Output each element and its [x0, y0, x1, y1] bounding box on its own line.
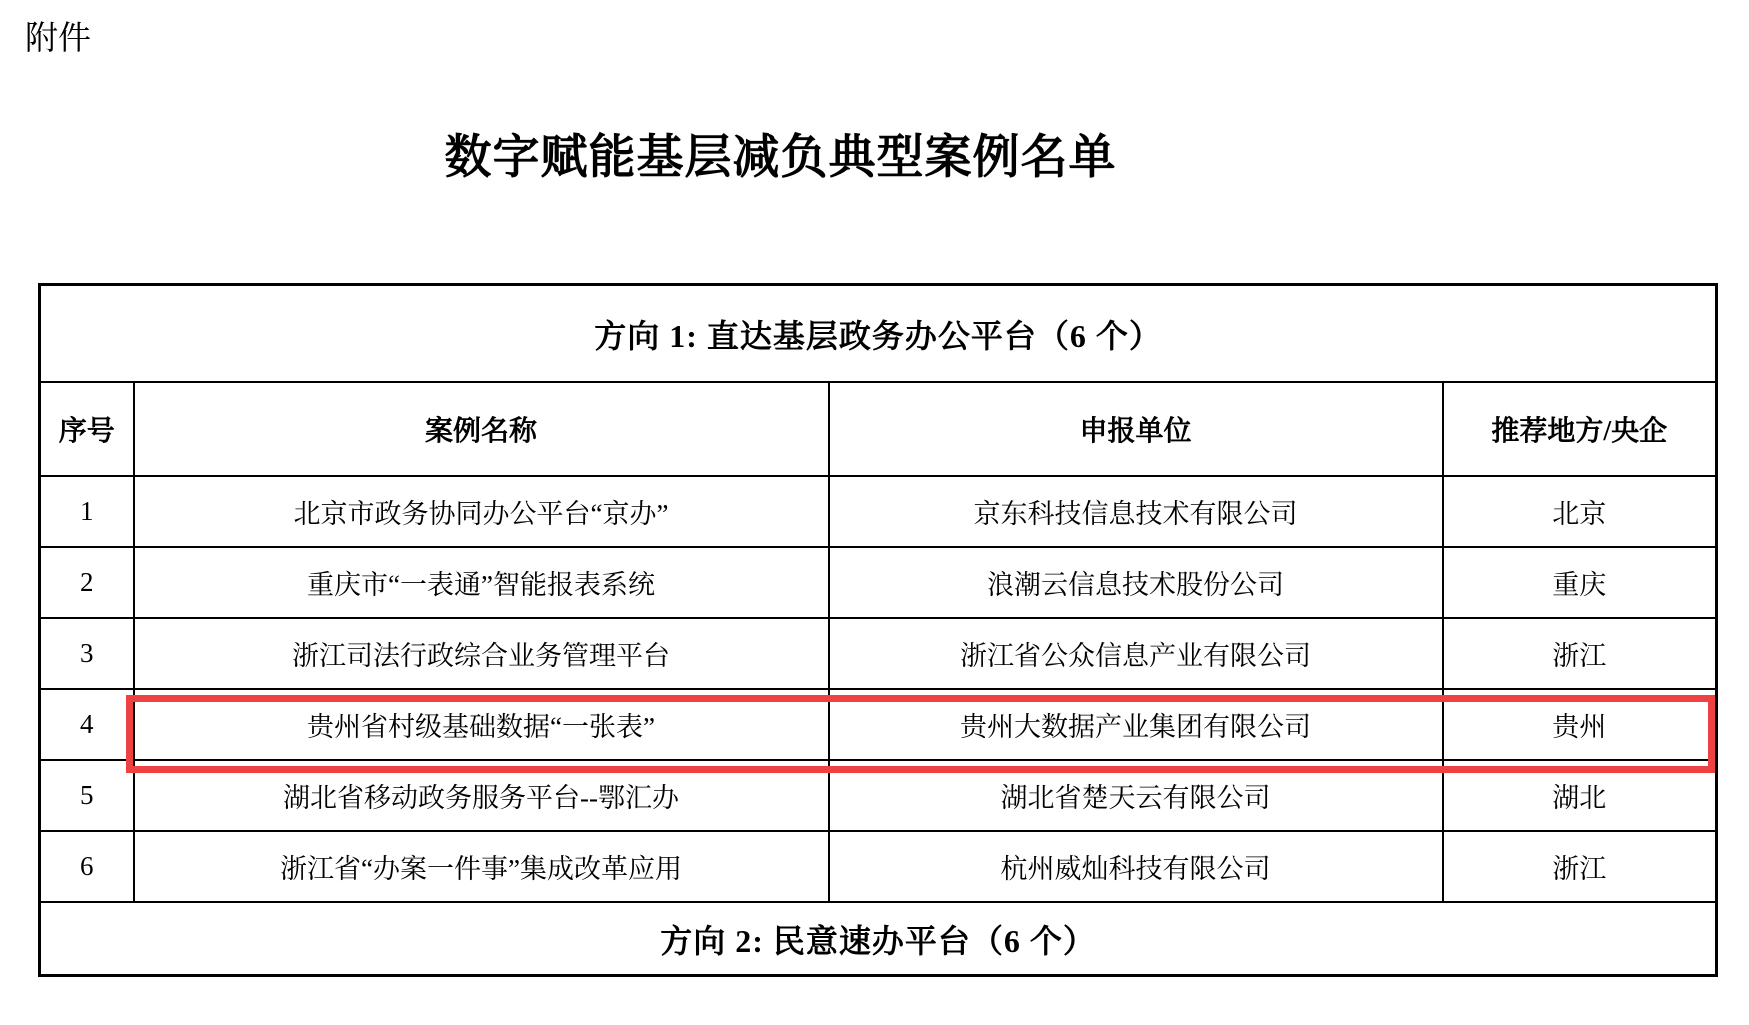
cell-unit: 浙江省公众信息产业有限公司 — [829, 618, 1443, 689]
cell-region: 浙江 — [1443, 618, 1717, 689]
cell-no: 2 — [40, 547, 134, 618]
cell-unit: 湖北省楚天云有限公司 — [829, 760, 1443, 831]
section-2-header: 方向 2: 民意速办平台（6 个） — [40, 902, 1717, 976]
cell-unit: 京东科技信息技术有限公司 — [829, 476, 1443, 547]
column-header-no: 序号 — [40, 382, 134, 476]
case-table — [38, 283, 1718, 977]
cell-no: 5 — [40, 760, 134, 831]
cell-unit: 贵州大数据产业集团有限公司 — [829, 689, 1443, 760]
cell-no: 1 — [40, 476, 134, 547]
table-row — [40, 760, 1717, 831]
section-1-header-row — [40, 285, 1717, 383]
doc-title-wrap — [0, 120, 1655, 187]
page-title: 数字赋能基层减负典型案例名单 — [444, 132, 1117, 184]
table-row — [40, 476, 1717, 547]
cell-case: 北京市政务协同办公平台“京办” — [134, 476, 829, 547]
cell-region: 贵州 — [1443, 689, 1717, 760]
cell-case: 浙江司法行政综合业务管理平台 — [134, 618, 829, 689]
table-row — [40, 547, 1717, 618]
cell-case: 贵州省村级基础数据“一张表” — [134, 689, 829, 760]
column-header-region: 推荐地方/央企 — [1443, 382, 1717, 476]
column-header-case: 案例名称 — [134, 382, 829, 476]
column-header-unit: 申报单位 — [829, 382, 1443, 476]
cell-region: 湖北 — [1443, 760, 1717, 831]
cell-case: 湖北省移动政务服务平台--鄂汇办 — [134, 760, 829, 831]
cell-unit: 杭州威灿科技有限公司 — [829, 831, 1443, 902]
table-row — [40, 618, 1717, 689]
section-1-header: 方向 1: 直达基层政务办公平台（6 个） — [40, 285, 1717, 383]
cell-unit: 浪潮云信息技术股份公司 — [829, 547, 1443, 618]
column-header-row — [40, 382, 1717, 476]
cell-region: 浙江 — [1443, 831, 1717, 902]
cell-case: 浙江省“办案一件事”集成改革应用 — [134, 831, 829, 902]
table-row-highlighted — [40, 689, 1717, 760]
cell-region: 重庆 — [1443, 547, 1717, 618]
cell-no: 4 — [40, 689, 134, 760]
cell-no: 6 — [40, 831, 134, 902]
table-row — [40, 831, 1717, 902]
cell-region: 北京 — [1443, 476, 1717, 547]
section-2-header-row — [40, 902, 1717, 976]
cell-case: 重庆市“一表通”智能报表系统 — [134, 547, 829, 618]
cell-no: 3 — [40, 618, 134, 689]
attachment-label: 附件 — [25, 19, 91, 56]
